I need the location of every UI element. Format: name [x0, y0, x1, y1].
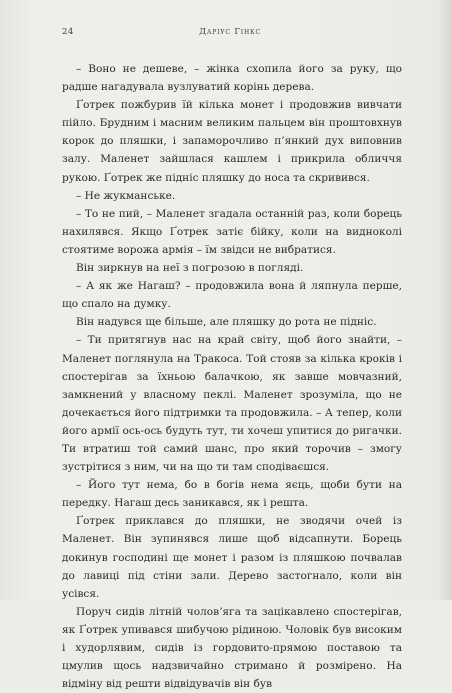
paragraph: Він надувся ще більше, але пляшку до рота не підніс.	[76, 316, 377, 329]
page-number: 24	[62, 27, 74, 37]
paragraph: – Воно не дешеве, – жінка схопила його за руку, що радше нагадувала вузлуватий корінь дерева.	[62, 63, 402, 94]
page-header	[62, 27, 398, 41]
paragraph: Ґотрек пожбурив їй кілька монет і продовжив вивчати пійло. Брудним і масним великим пальцем він проштовхнув корок до пляшки, і запаморочливо п’янкий дух виповнив залу. Маленет зайшлася кашлем і прикрила обличчя рукою. Ґотрек же підніс пляшку до носа та скривився.	[62, 99, 402, 184]
body-text	[62, 60, 402, 693]
paragraph: Ґотрек приклався до пляшки, не зводячи очей із Маленет. Він зупинявся лише щоб відсапнути. Борець докинув господині ще монет і разом із пляшкою почвалав до лавиці під стіни зали. Дерево застогнало, коли він усівся.	[62, 515, 402, 600]
spine-shadow	[438, 0, 452, 600]
paragraph: – А як же Нагаш? – продовжила вона й ляпнула перше, що спало на думку.	[62, 280, 402, 311]
paragraph: – То не пий, – Маленет згадала останній раз, коли борець нахилявся. Якщо Ґотрек затіє бійку, коли на видноколі стоятиме ворожа армія – їм звідси не вибратися.	[62, 207, 402, 256]
paragraph: Поруч сидів літній чоловʼяга та зацікавлено спостерігав, як Ґотрек упивався шибучою рідиною. Чоловік був високим і худорлявим, сидів із гордовито-прямою поставою та цмулив щось надзвичайно стримано й розмірено. На відміну від решти відвідувачів він був	[62, 605, 402, 691]
paragraph: – Ти притягнув нас на край світу, щоб його знайти, – Маленет поглянула на Тракоса. Той стояв за кілька кроків і спостерігав за їхньою балачкою, як завше мовчазний, замкнений у власному пеклі. Маленет зрозуміла, що не дочекається його підтримки та продовжила. – А тепер, коли його армії ось-ось будуть тут, ти хочеш упитися до ригачки. Ти втратиш той самий шанс, про який торочив – змогу зустрітися з ним, чи на що ти там сподіваєшся.	[62, 334, 402, 474]
paragraph: – Його тут нема, бо в богів нема яєць, щоби бути на передку. Нагаш десь заникався, як і решта.	[62, 479, 402, 510]
running-head-author: Даріус Гінкс	[199, 27, 261, 37]
paragraph: – Не жукманське.	[76, 189, 176, 202]
paragraph: Він зиркнув на неї з погрозою в погляді.	[76, 262, 304, 275]
